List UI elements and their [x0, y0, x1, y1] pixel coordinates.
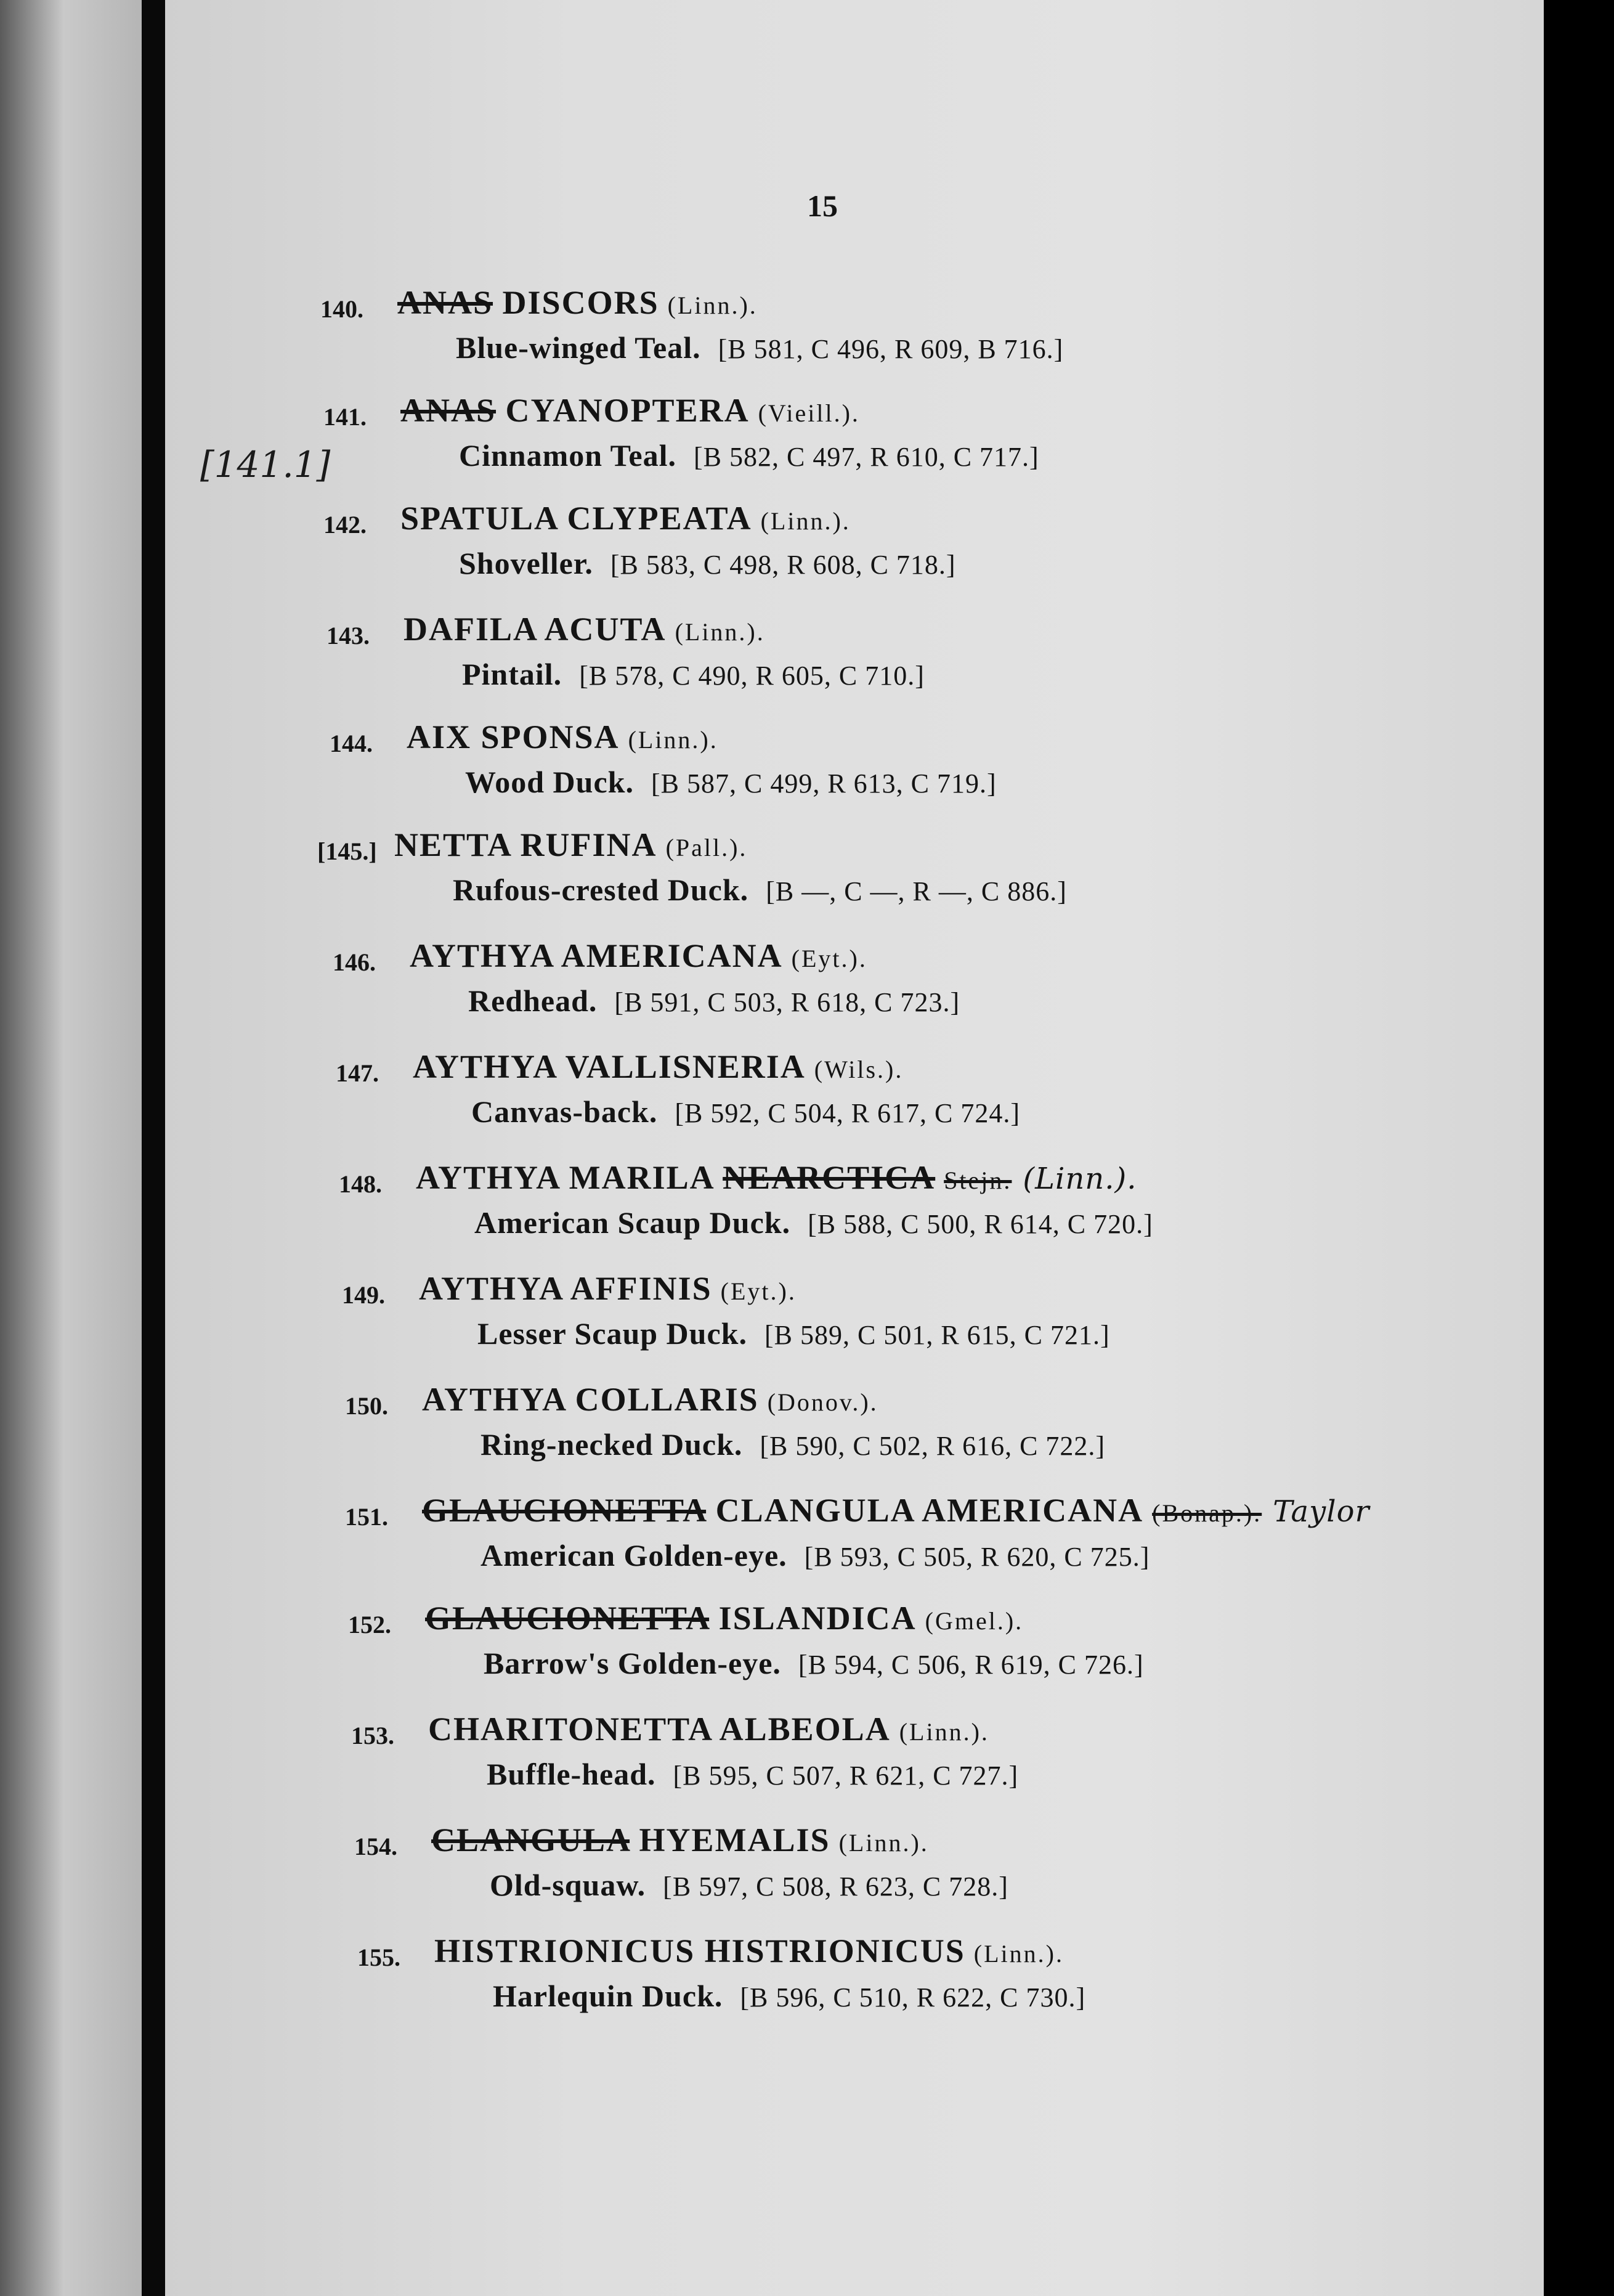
scientific-name — [419, 1269, 797, 1308]
authority: (Eyt.). — [791, 945, 867, 972]
entry-number: 140. — [320, 295, 363, 323]
common-name — [453, 872, 1067, 908]
common-name — [459, 438, 1039, 473]
common-name — [481, 1427, 1105, 1462]
entry-number: 149. — [342, 1281, 385, 1309]
struck-genus: ANAS — [397, 284, 493, 321]
catalog-references: [B 592, C 504, R 617, C 724.] — [675, 1098, 1021, 1128]
catalog-references: [B 597, C 508, R 623, C 728.] — [663, 1871, 1008, 1902]
entry-number: 151. — [345, 1503, 388, 1531]
species-name: HYEMALIS — [639, 1822, 830, 1858]
struck-authority: (Bonap.). — [1152, 1499, 1262, 1527]
scientific-name — [407, 718, 718, 756]
authority: (Linn.). — [667, 291, 758, 319]
common-name-text: Harlequin Duck. — [493, 1979, 723, 2013]
scientific-name — [400, 391, 860, 429]
authority: (Linn.). — [628, 726, 718, 754]
common-name — [462, 656, 925, 692]
common-name — [487, 1756, 1018, 1792]
common-name-text: American Scaup Duck. — [474, 1205, 791, 1240]
entry-number: 142. — [323, 511, 367, 539]
entry-number: 152. — [348, 1611, 391, 1639]
catalog-references: [B 590, C 502, R 616, C 722.] — [760, 1431, 1106, 1461]
scientific-name — [428, 1710, 989, 1748]
scientific-name — [397, 283, 758, 322]
entry-number: 143. — [326, 622, 370, 649]
handwritten-margin-note: [141.1] — [200, 444, 331, 486]
common-name — [490, 1867, 1008, 1903]
catalog-references: [B 591, C 503, R 618, C 723.] — [614, 987, 960, 1017]
scientific-name — [422, 1491, 1369, 1529]
catalog-references: [B 581, C 496, R 609, B 716.] — [718, 334, 1064, 364]
species-name: CHARITONETTA ALBEOLA — [428, 1711, 891, 1748]
common-name — [477, 1316, 1110, 1351]
catalog-references: [B 582, C 497, R 610, C 717.] — [694, 442, 1039, 472]
entry-number: 148. — [339, 1170, 382, 1198]
book-gutter — [142, 0, 166, 2296]
catalog-references: [B 594, C 506, R 619, C 726.] — [798, 1650, 1144, 1680]
catalog-references: [B 588, C 500, R 614, C 720.] — [808, 1209, 1153, 1239]
catalog-references: [B 589, C 501, R 615, C 721.] — [764, 1320, 1110, 1350]
species-name: AYTHYA AFFINIS — [419, 1270, 712, 1307]
common-name-text: Pintail. — [462, 657, 562, 691]
common-name-text: Canvas-back. — [471, 1094, 658, 1129]
authority: (Linn.). — [973, 1940, 1064, 1968]
authority: (Pall.). — [665, 834, 748, 861]
species-name: CLANGULA AMERICANA — [715, 1492, 1144, 1529]
authority: (Wils.). — [814, 1056, 904, 1083]
common-name — [471, 1094, 1020, 1130]
species-name: HISTRIONICUS HISTRIONICUS — [434, 1932, 965, 1969]
common-name-text: Lesser Scaup Duck. — [477, 1316, 747, 1351]
species-name: AIX SPONSA — [407, 719, 620, 755]
scan-border — [1544, 0, 1614, 2296]
entry-number: 155. — [357, 1944, 400, 1971]
catalog-references: [B 596, C 510, R 622, C 730.] — [740, 1982, 1086, 2013]
scientific-name — [413, 1048, 903, 1086]
scientific-name — [434, 1932, 1064, 1970]
scientific-name — [404, 610, 765, 648]
species-name: DAFILA ACUTA — [404, 611, 667, 648]
species-name: AYTHYA MARILA — [416, 1159, 713, 1196]
authority: (Eyt.). — [720, 1277, 797, 1305]
entry-number: 144. — [330, 730, 373, 757]
struck-genus: GLAUCIONETTA — [425, 1600, 710, 1637]
scientific-name — [410, 937, 867, 975]
common-name-text: Wood Duck. — [465, 765, 634, 799]
entry-number: 146. — [333, 948, 376, 976]
species-name: NETTA RUFINA — [394, 826, 657, 863]
common-name — [493, 1978, 1085, 2014]
facing-page-edge — [0, 0, 142, 2296]
catalog-references: [B 593, C 505, R 620, C 725.] — [804, 1542, 1150, 1572]
handwritten-correction: (Linn.). — [1023, 1162, 1137, 1196]
species-name: AYTHYA VALLISNERIA — [413, 1048, 806, 1085]
catalog-references: [B 578, C 490, R 605, C 710.] — [579, 661, 925, 691]
common-name — [481, 1537, 1150, 1573]
scientific-name — [431, 1821, 929, 1859]
catalog-references: [B 583, C 498, R 608, C 718.] — [610, 550, 956, 580]
struck-subspecies: NEARCTICA — [723, 1159, 936, 1196]
common-name-text: Old-squaw. — [490, 1868, 646, 1902]
struck-genus: ANAS — [400, 392, 497, 429]
page-number: 15 — [807, 189, 838, 223]
authority: (Vieill.). — [758, 399, 860, 427]
species-name: DISCORS — [502, 284, 659, 321]
common-name — [465, 764, 997, 800]
common-name-text: Cinnamon Teal. — [459, 438, 677, 473]
authority: (Gmel.). — [925, 1607, 1024, 1635]
entry-number: 147. — [336, 1059, 379, 1087]
common-name-text: Ring-necked Duck. — [481, 1427, 743, 1462]
entry-number: 154. — [354, 1833, 397, 1860]
struck-genus: CLANGULA — [431, 1822, 630, 1858]
common-name-text: Barrow's Golden-eye. — [484, 1646, 781, 1680]
common-name-text: Redhead. — [468, 983, 598, 1018]
common-name-text: Shoveller. — [459, 546, 593, 580]
common-name-text: Blue-winged Teal. — [456, 330, 701, 365]
common-name — [459, 545, 956, 581]
authority: (Linn.). — [675, 618, 765, 646]
common-name — [456, 330, 1063, 365]
catalog-references: [B —, C —, R —, C 886.] — [766, 876, 1067, 906]
common-name — [468, 983, 960, 1019]
struck-authority: Stejn. — [944, 1166, 1012, 1194]
entry-number: 150. — [345, 1392, 388, 1420]
authority: (Linn.). — [760, 507, 851, 535]
authority: (Donov.). — [767, 1388, 878, 1416]
catalog-references: [B 595, C 507, R 621, C 727.] — [673, 1761, 1019, 1791]
species-name: AYTHYA AMERICANA — [410, 937, 783, 974]
scientific-name — [394, 826, 747, 864]
entry-number: 153. — [351, 1722, 394, 1749]
entry-number: [145.] — [317, 837, 377, 865]
common-name-text: Buffle-head. — [487, 1757, 656, 1791]
common-name-text: Rufous-crested Duck. — [453, 873, 749, 907]
common-name — [484, 1645, 1144, 1681]
species-name: AYTHYA COLLARIS — [422, 1381, 759, 1418]
entry-number: 141. — [323, 403, 367, 431]
common-name — [474, 1205, 1153, 1240]
authority: (Linn.). — [838, 1829, 929, 1857]
catalog-references: [B 587, C 499, R 613, C 719.] — [651, 768, 997, 799]
species-name: CYANOPTERA — [505, 392, 750, 429]
scientific-name — [425, 1599, 1023, 1637]
handwritten-correction: Taylor — [1273, 1494, 1370, 1529]
species-name: SPATULA CLYPEATA — [400, 500, 752, 537]
scientific-name — [400, 499, 851, 537]
species-name: ISLANDICA — [718, 1600, 917, 1637]
struck-genus: GLAUCIONETTA — [422, 1492, 707, 1529]
common-name-text: American Golden-eye. — [481, 1538, 787, 1573]
scientific-name — [416, 1158, 1137, 1197]
authority: (Linn.). — [899, 1718, 989, 1746]
scientific-name — [422, 1380, 878, 1419]
